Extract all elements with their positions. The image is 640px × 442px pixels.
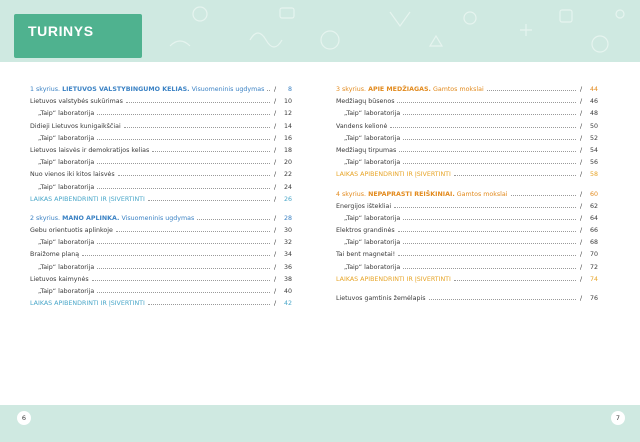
- dot-leader: [398, 254, 576, 256]
- entry-title: Gebu orientuotis aplinkoje: [30, 227, 113, 235]
- toc-entry: [336, 264, 598, 276]
- chapter-title: [30, 215, 194, 222]
- header-band: [0, 0, 640, 62]
- dot-leader: [116, 230, 270, 232]
- separator: /: [273, 195, 277, 203]
- entry-title: Vandens kelionė: [336, 122, 388, 130]
- toc-entry: [336, 123, 598, 135]
- toc-entry: [30, 171, 292, 183]
- toc-entry: [336, 295, 598, 307]
- separator: /: [273, 239, 277, 247]
- toc-entry: [30, 135, 292, 147]
- page-number: 24: [283, 183, 292, 191]
- page-number: 62: [589, 202, 598, 210]
- entry-title: „Taip“ laboratorija: [38, 239, 95, 247]
- dot-leader: [454, 174, 576, 176]
- toc-entry: [30, 276, 292, 288]
- page-number: 18: [283, 146, 292, 154]
- page-number: 58: [589, 171, 598, 179]
- entry-title: Elektros grandinės: [336, 227, 395, 235]
- toc-entry: [336, 98, 598, 110]
- dot-leader: [97, 291, 270, 293]
- entry-title: LAIKAS APIBENDRINTI IR ĮSIVERTINTI: [336, 275, 451, 283]
- entry-title: „Taip“ laboratorija: [344, 239, 401, 247]
- toc-entry: [336, 135, 598, 147]
- separator: /: [579, 295, 583, 302]
- dot-leader: [124, 126, 270, 128]
- separator: /: [273, 159, 277, 167]
- chapter-name: NEPAPRASTI REIŠKINIAI.: [368, 190, 455, 198]
- separator: /: [273, 275, 277, 283]
- review-entry: [336, 171, 598, 183]
- page-number: 12: [283, 110, 292, 118]
- entry-title: „Taip“ laboratorija: [344, 159, 401, 167]
- page-number: 30: [283, 227, 292, 235]
- entry-title: „Taip“ laboratorija: [344, 263, 401, 271]
- toc-entry: [30, 98, 292, 110]
- entry-title: Tai bent magnetai!: [336, 251, 396, 259]
- page-number: 68: [589, 239, 598, 247]
- page-title: TURINYS: [28, 23, 94, 39]
- separator: /: [579, 251, 583, 259]
- separator: /: [273, 134, 277, 142]
- dot-leader: [148, 199, 270, 201]
- separator: /: [579, 159, 583, 167]
- page-number: 74: [589, 275, 598, 283]
- dot-leader: [403, 218, 576, 220]
- separator: /: [273, 171, 277, 179]
- dot-leader: [92, 279, 270, 281]
- dot-leader: [152, 150, 270, 152]
- page-number: 22: [283, 171, 292, 179]
- page-number: 40: [283, 288, 292, 295]
- separator: /: [273, 251, 277, 259]
- dot-leader: [97, 162, 270, 164]
- chapter-number: 2 skyrius.: [30, 214, 61, 222]
- chapter-title: [336, 86, 484, 93]
- page-number: 48: [589, 110, 598, 118]
- chapter-subject: Gamtos mokslai: [432, 86, 484, 93]
- toc-left-column: [30, 86, 292, 312]
- chapter-heading: [336, 191, 598, 203]
- dot-leader: [126, 101, 270, 103]
- page-number: 46: [589, 98, 598, 106]
- dot-leader: [97, 267, 270, 269]
- entry-title: LAIKAS APIBENDRINTI IR ĮSIVERTINTI: [336, 171, 451, 179]
- separator: /: [579, 239, 583, 247]
- entry-title: Medžiagų tirpumas: [336, 146, 397, 154]
- toc-entry: [30, 159, 292, 171]
- separator: /: [579, 275, 583, 283]
- entry-title: „Taip“ laboratorija: [38, 183, 95, 191]
- chapter-subject: Visuomeninis ugdymas: [121, 214, 195, 222]
- entry-title: „Taip“ laboratorija: [38, 159, 95, 167]
- page-number: 8: [287, 86, 292, 93]
- separator: /: [273, 146, 277, 154]
- page-number: 64: [589, 214, 598, 222]
- dot-leader: [429, 298, 576, 300]
- page-number: 70: [589, 251, 598, 259]
- chapter-subject: Gamtos mokslai: [456, 190, 508, 198]
- page-number: 60: [589, 190, 598, 198]
- separator: /: [579, 86, 583, 93]
- chapter-number: 3 skyrius.: [336, 86, 367, 93]
- separator: /: [579, 227, 583, 235]
- chapter-title: [336, 191, 508, 198]
- entry-title: „Taip“ laboratorija: [38, 263, 95, 271]
- entry-title: Lietuvos kaimynės: [30, 275, 89, 283]
- chapter-subject: Visuomeninis ugdymas: [191, 86, 265, 93]
- entry-title: Braižome planą: [30, 251, 80, 259]
- separator: /: [273, 300, 277, 308]
- dot-leader: [97, 113, 270, 115]
- page-number: 36: [283, 263, 292, 271]
- dot-leader: [394, 206, 576, 208]
- chapter-heading: [30, 215, 292, 227]
- dot-leader: [403, 138, 576, 140]
- page-number: 44: [589, 86, 598, 93]
- entry-title: LAIKAS APIBENDRINTI IR ĮSIVERTINTI: [30, 195, 145, 203]
- review-entry: [30, 300, 292, 312]
- dot-leader: [267, 89, 270, 91]
- page-number: 54: [589, 146, 598, 154]
- separator: /: [579, 134, 583, 142]
- chapter-name: MANO APLINKA.: [62, 214, 120, 222]
- dot-leader: [398, 230, 576, 232]
- separator: /: [579, 190, 583, 198]
- toc-entry: [336, 147, 598, 159]
- entry-title: „Taip“ laboratorija: [38, 134, 95, 142]
- toc-right-column: [336, 86, 598, 307]
- entry-title: LAIKAS APIBENDRINTI IR ĮSIVERTINTI: [30, 300, 145, 308]
- dot-leader: [487, 89, 576, 91]
- separator: /: [273, 86, 277, 93]
- entry-title: Lietuvos gamtinis žemėlapis: [336, 295, 426, 302]
- separator: /: [273, 98, 277, 106]
- separator: /: [273, 263, 277, 271]
- toc-entry: [336, 251, 598, 263]
- page-number: 10: [283, 98, 292, 106]
- toc-entry: [336, 215, 598, 227]
- separator: /: [579, 171, 583, 179]
- separator: /: [579, 122, 583, 130]
- page-number: 76: [589, 295, 598, 302]
- page-number: 28: [283, 214, 292, 222]
- page-number: 38: [283, 275, 292, 283]
- toc-entry: [336, 203, 598, 215]
- chapter-number: 1 skyrius.: [30, 86, 61, 93]
- separator: /: [579, 263, 583, 271]
- review-entry: [30, 196, 292, 208]
- dot-leader: [511, 194, 577, 196]
- entry-title: Didieji Lietuvos kunigaikščiai: [30, 122, 121, 130]
- footer-band: [0, 405, 640, 442]
- separator: /: [273, 214, 277, 222]
- page-number: 14: [283, 122, 292, 130]
- entry-title: „Taip“ laboratorija: [38, 288, 95, 295]
- chapter-number: 4 skyrius.: [336, 190, 367, 198]
- dot-leader: [390, 126, 576, 128]
- page-number: 66: [589, 227, 598, 235]
- dot-leader: [97, 187, 270, 189]
- dot-leader: [97, 138, 270, 140]
- toc-entry: [30, 288, 292, 300]
- toc-entry: [30, 227, 292, 239]
- dot-leader: [403, 113, 576, 115]
- separator: /: [579, 146, 583, 154]
- dot-leader: [399, 150, 576, 152]
- page-number: 32: [283, 239, 292, 247]
- separator: /: [579, 98, 583, 106]
- toc-entry: [336, 110, 598, 122]
- dot-leader: [97, 242, 270, 244]
- dot-leader: [118, 174, 270, 176]
- separator: /: [273, 110, 277, 118]
- toc-entry: [30, 251, 292, 263]
- page-number-right: 7: [611, 411, 625, 425]
- entry-title: Lietuvos valstybės sukūrimas: [30, 98, 123, 106]
- toc-entry: [30, 110, 292, 122]
- entry-title: Energijos ištekliai: [336, 202, 392, 210]
- toc-entry: [30, 147, 292, 159]
- toc-entry: [336, 227, 598, 239]
- separator: /: [273, 288, 277, 295]
- dot-leader: [403, 242, 576, 244]
- entry-title: „Taip“ laboratorija: [344, 134, 401, 142]
- page-number: 34: [283, 251, 292, 259]
- entry-title: „Taip“ laboratorija: [38, 110, 95, 118]
- dot-leader: [397, 101, 576, 103]
- page-number: 56: [589, 159, 598, 167]
- dot-leader: [82, 254, 270, 256]
- toc-entry: [30, 123, 292, 135]
- separator: /: [579, 202, 583, 210]
- page-number: 52: [589, 134, 598, 142]
- separator: /: [273, 183, 277, 191]
- entry-title: Medžiagų būsenos: [336, 98, 395, 106]
- title-tab: [14, 14, 142, 58]
- toc-entry: [30, 184, 292, 196]
- chapter-heading: [30, 86, 292, 98]
- separator: /: [273, 227, 277, 235]
- toc-entry: [336, 239, 598, 251]
- page-number: 72: [589, 263, 598, 271]
- page-number: 20: [283, 159, 292, 167]
- page-number: 16: [283, 134, 292, 142]
- toc-entry: [30, 264, 292, 276]
- chapter-title: [30, 86, 264, 93]
- chapter-name: LIETUVOS VALSTYBINGUMO KELIAS.: [62, 86, 190, 93]
- separator: /: [579, 110, 583, 118]
- page-number: 50: [589, 122, 598, 130]
- page-number: 26: [283, 195, 292, 203]
- page-number: 42: [283, 300, 292, 308]
- dot-leader: [403, 267, 576, 269]
- separator: /: [579, 214, 583, 222]
- dot-leader: [148, 303, 270, 305]
- entry-title: „Taip“ laboratorija: [344, 214, 401, 222]
- entry-title: Nuo vienos iki kitos laisvės: [30, 171, 115, 179]
- chapter-heading: [336, 86, 598, 98]
- page-number-left: 6: [17, 411, 31, 425]
- toc-entry: [336, 159, 598, 171]
- entry-title: „Taip“ laboratorija: [344, 110, 401, 118]
- entry-title: Lietuvos laisvės ir demokratijos kelias: [30, 146, 150, 154]
- toc-entry: [30, 239, 292, 251]
- chapter-name: APIE MEDŽIAGAS.: [368, 86, 431, 93]
- dot-leader: [403, 162, 576, 164]
- dot-leader: [454, 279, 576, 281]
- review-entry: [336, 276, 598, 288]
- dot-leader: [197, 218, 270, 220]
- separator: /: [273, 122, 277, 130]
